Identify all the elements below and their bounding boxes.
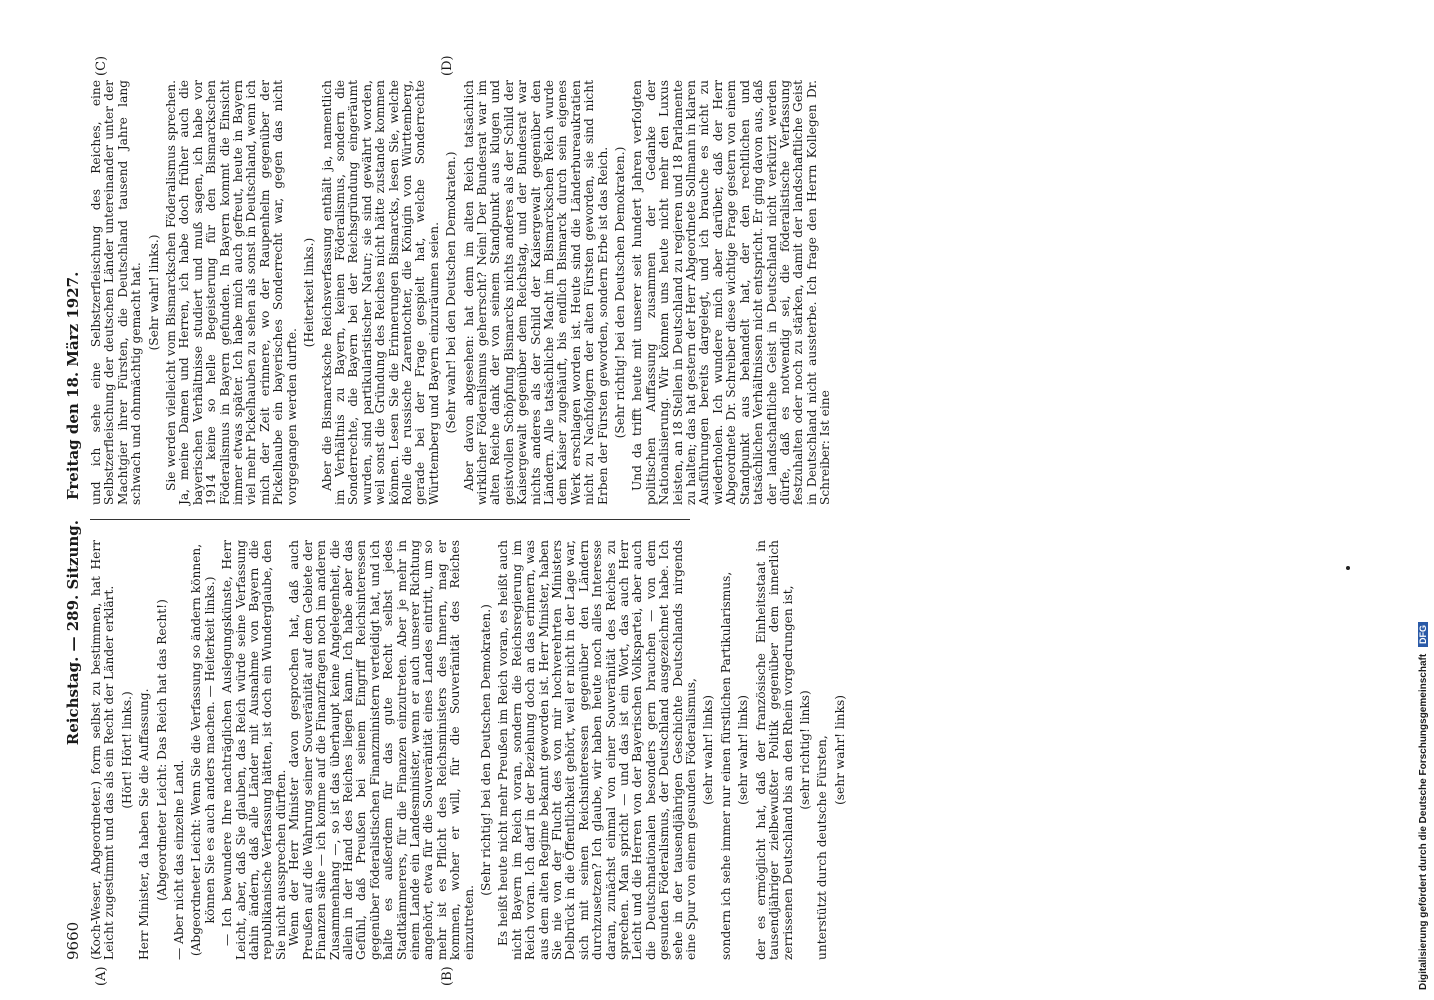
paragraph: Aber die Bismarcksche Reichsverfassung enthält ja, namentlich im Verhältnis zu Bayern, keinen Föderalismus, sondern die Sonderrechte, die Bayern bei der Reichsgründung eingeräumt wurden, sind partikularistischer Natur; sie sind gewährt worden, weil sonst die Gründung des Reiches nicht hätte zustande kommen können. Lesen Sie die Erinnerungen Bismarcks, lesen Sie, welche Rolle die russische Zarentochter, die Königin von Württemberg, gerade bei der Frage gespielt hat, welche Sonderrechte Württemberg und Bayern einzuräumen seien.: [319, 80, 441, 505]
interjection: (Heiterkeit links.): [302, 237, 317, 348]
interjection: (Hört! Hört! links.): [119, 691, 134, 809]
interjection: (Sehr wahr! bei den Deutschen Demokraten.): [444, 151, 459, 434]
interjection: (Abgeordneter Leicht: Das Reich hat das Recht!): [154, 599, 169, 901]
interjection: (Abgeordneter Leicht: Wenn Sie die Verfassung so ändern können, können Sie es auch anders machen. — Heiterkeit links.): [189, 543, 217, 957]
page-header: [60, 80, 86, 960]
paragraph: Herr Minister, da haben Sie die Auffassung.: [137, 688, 152, 960]
margin-mark-d: (D): [440, 55, 455, 76]
paragraph: und ich sehe eine Selbstzerfleischung des Reiches, eine Selbstzerfleischung der deutschen Länder untereinander unter der Machtgier ihrer Fürsten, die Deutschland tausend Jahre lang schwach und ohnmächtig gemacht hat.: [89, 80, 144, 505]
paragraph: Wenn der Herr Minister davon gesprochen hat, daß auch Preußen auf die Wahrung seiner Souveränität auf dem Gebiete der Finanzen sähe — ich komme auf die Finanzfragen noch im anderen Zusammenhang —, so ist das überhaupt keine Angelegenheit, die allein in der Hand des Reiches liegen kann. Ich habe aber das Gefühl, daß Preußen bei seinem Eingriff Reichsinteressen gegenüber föderalistischen Finanzministern verteidigt hat, und ich halte es außerdem für das gute Recht selbst jedes Stadtkämmerers, für die Finanzen einzutreten. Aber je mehr in einem Lande ein Landesminister, wenn er auch unserer Richtung angehört, etwa für die Souveränität eines Landes eintritt, um so mehr ist es Pflicht des Reichsministers des Innern, mag er kommen, woher er will, für die Souveränität des Reiches einzutreten.: [287, 540, 476, 960]
header-right-title: Freitag den 18. März 1927.: [64, 271, 82, 500]
paragraph: Sie werden vielleicht vom Bismarckschen Föderalismus sprechen. Ja, meine Damen und Herren, ich habe doch früher auch die bayerischen Verhältnisse studiert und muß sagen, ich habe vor 1914 keine so helle Begeisterung für den Bismarckschen Föderalismus in Bayern gefunden. In Bayern kommt die Einsicht immer etwas später. Ich habe mich auch gefreut, heute in Bayern viel mehr Pickelhauben zu sehen als sonst in Deutschland, wenn ich mich der Zeit erinnere, wo der Raupenhelm gegenüber der Pickelhaube ein bayerisches Sonderrecht war, gegen das nicht vorgegangen werden durfte.: [164, 80, 299, 505]
paragraph: Und da trifft heute mit unserer seit hundert Jahren verfolgten politischen Auffassung zusammen der Gedanke der Nationalisierung. Wir können uns heute nicht mehr den Luxus leisten, an 18 Stellen in Deutschland zu regieren und 18 Parlamente zu halten; das hat gestern der Herr Abgeordnete Sollmann in klaren Ausführungen bereits dargelegt, und ich brauche es nicht zu wiederholen. Ich wundere mich aber darüber, daß der Herr Abgeordnete Dr. Schreiber diese wichtige Frage gestern von einem Standpunkt aus behandelt hat, der den rechtlichen und tatsächlichen Verhältnissen nicht entspricht. Er ging davon aus, daß der landschaftliche Geist in Deutschland nicht verkürzt werden dürfe, daß es notwendig sei, die föderalistische Verfassung festzuhalten oder noch zu stärken, damit der landschaftliche Geist in Deutschland nicht aussterbe. Ich frage den Herrn Kollegen Dr. Schreiber: Ist eine: [630, 80, 833, 505]
paragraph: sondern ich sehe immer nur einen fürstlichen Partikularismus,: [718, 571, 733, 960]
digitization-sidebar: [1418, 10, 1434, 990]
right-column: [90, 80, 833, 505]
page-number: 9660: [64, 921, 82, 960]
dfg-logo: DFG: [1418, 622, 1428, 647]
paragraph: — Aber nicht das einzelne Land.: [172, 759, 187, 960]
paragraph: der es ermöglicht hat, daß der französische Einheitsstaat in tausendjähriger zielbewußter Politik gegenüber dem innerlich zerrissenen Deutschland bis an den Rhein vorgedrungen ist,: [753, 540, 795, 960]
interjection: (Sehr wahr! links.): [146, 234, 161, 351]
column-divider: [90, 519, 690, 520]
interjection: (sehr wahr! links): [832, 695, 847, 805]
margin-mark-b: (B): [440, 966, 455, 986]
paragraph: Aber davon abgesehen: hat denn im alten Reich tatsächlich wirklicher Föderalismus geherrscht? Nein! Der Bundesrat war im alten Reiche dank der von seinem Standpunkt aus klugen und geistvollen Schöpfung Bismarcks nichts anderes als der Schild der Kaisergewalt gegenüber dem Reichstag, und der Bundesrat war nichts anderes als der Schild der Kaisergewalt gegenüber den Ländern. Alle tatsächliche Macht im Bismarckschen Reich wurde dem Kaiser zugehäuft, bis endlich Bismarck durch sein eigenes Werk erschlagen worden ist. Heute sind die Länderbureaukratien nicht zu Nachfolgern der alten Fürsten geworden, sie sind nicht Erben der Fürsten geworden, sondern Erbe ist das Reich.: [461, 80, 610, 505]
interjection: (sehr wahr! links): [736, 695, 751, 805]
paragraph: Es heißt heute nicht mehr Preußen im Reich voran, es heißt auch nicht Bayern im Reich voran, sondern die Reichsregierung im Reich voran. Ich darf in der Beziehung doch an das erinnern, was aus dem alten Regime bekannt geworden ist. Herr Minister, haben Sie nie von der Flucht des von mir hochverehrten Ministers Delbrück in die Öffentlichkeit gehört, weil er nicht in der Lage war, sich mit seinen Reichsinteressen gegenüber den Ländern durchzusetzen? Ich glaube, wir haben heute noch alles Interesse daran, zunächst einmal von einer Souveränität des Reiches zu sprechen. Man spricht — und das ist ein Wort, das auch Herr Leicht und die Herren von der Bayerischen Volkspartei, aber auch die Deutschnationalen besonders gern brauchen — von dem gesunden Föderalismus, der Deutschland ausgezeichnet habe. Ich sehe in der tausendjährigen Geschichte Deutschlands nirgends eine Spur von einem gesunden Föderalismus,: [496, 540, 699, 960]
digitization-credit: Digitalisierung gefördert durch die Deutsche Forschungsgemeinschaft: [1418, 653, 1429, 990]
interjection: (sehr richtig! links): [797, 690, 812, 810]
rotated-page-content: [60, 55, 847, 986]
left-column: [90, 540, 851, 960]
header-left-title: Reichstag. — 289. Sitzung.: [64, 520, 82, 746]
margin-mark-c: (C): [94, 55, 109, 76]
margin-mark-a: (A): [94, 966, 109, 986]
interjection: (sehr wahr! links): [701, 695, 716, 805]
paragraph: unterstützt durch deutsche Fürsten,: [815, 735, 830, 960]
ink-speck: [1346, 566, 1350, 570]
interjection: (Sehr richtig! bei den Deutschen Demokraten.): [613, 146, 628, 439]
paragraph: (Koch-Weser, Abgeordneter.) form selbst zu bestimmen, hat Herr Leicht zugestimmt und das als ein Recht der Länder erklärt.: [89, 540, 117, 960]
interjection: (Sehr richtig! bei den Deutschen Demokraten.): [478, 604, 493, 896]
paragraph: — Ich bewundere Ihre nachträglichen Auslegungskünste, Herr Leicht, aber, daß Sie glauben, das Reich würde seine Verfassung dahin ändern, daß alle Länder mit Ausnahme von Bayern die republikanische Verfassung hätten, ist doch ein Wunderglaube, den Sie nicht aussprechen dürften.: [220, 540, 288, 960]
